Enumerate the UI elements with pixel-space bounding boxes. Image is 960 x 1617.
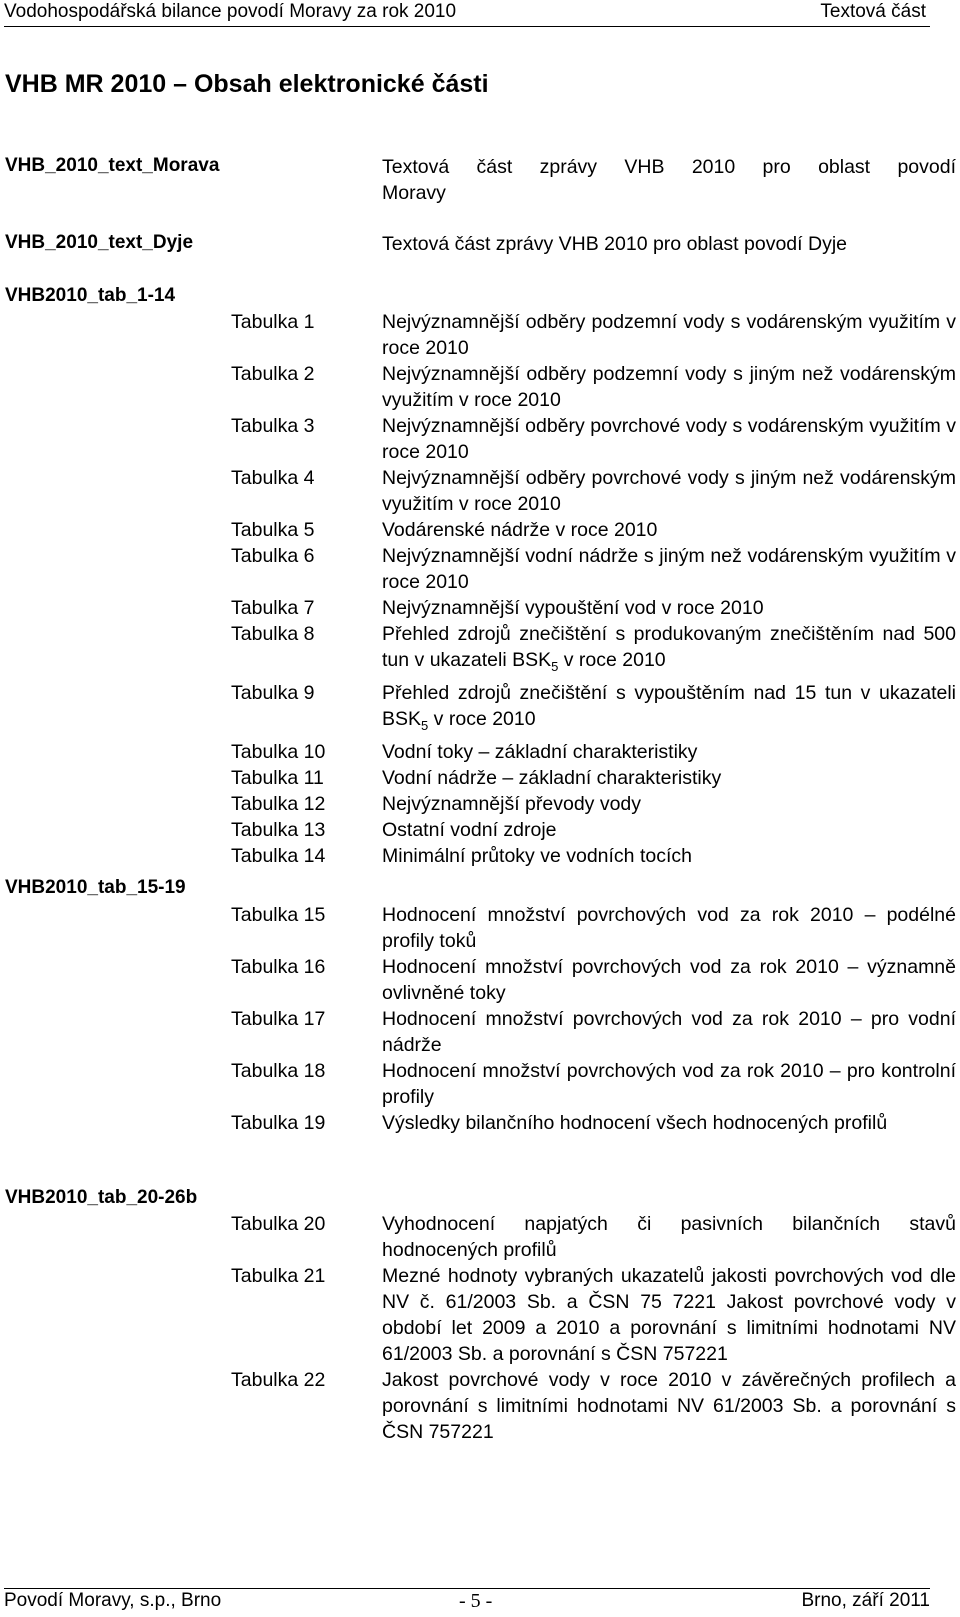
table-desc: Nejvýznamnější odběry podzemní vody s jiným než vodárenským využitím v roce 2010 — [382, 363, 956, 411]
header-document-title: Vodohospodářská bilance povodí Moravy za rok 2010 — [4, 1, 457, 22]
table-desc: Vodní toky – základní charakteristiky — [382, 740, 698, 763]
group-title-tab-20-26b: VHB2010_tab_20-26b — [5, 1187, 198, 1208]
group-title-tab-15-19: VHB2010_tab_15-19 — [5, 877, 186, 898]
table-row — [0, 1367, 960, 1445]
group-tab-1-14 — [0, 309, 960, 869]
table-row — [0, 1110, 960, 1136]
table-row — [0, 595, 960, 621]
table-row — [0, 361, 960, 413]
table-row — [0, 309, 960, 361]
file-desc-dyje: Textová část zprávy VHB 2010 pro oblast povodí Dyje — [382, 233, 847, 255]
table-row — [0, 543, 960, 595]
table-label: Tabulka 11 — [231, 766, 324, 789]
table-row — [0, 765, 960, 791]
table-label: Tabulka 10 — [231, 740, 326, 763]
table-row — [0, 791, 960, 817]
table-desc: Přehled zdrojů znečištění s vypouštěním nad 15 tun v ukazateli $BSK_5$ v roce 2010 — [382, 681, 956, 733]
table-label: Tabulka 9 — [231, 681, 315, 704]
file-name-morava: VHB_2010_text_Morava — [5, 155, 220, 176]
table-row — [0, 413, 960, 465]
table-desc: Hodnocení množství povrchových vod za rok 2010 – významně ovlivněné toky — [382, 956, 956, 1004]
table-row — [0, 1263, 960, 1367]
table-row — [0, 1006, 960, 1058]
table-label: Tabulka 3 — [231, 415, 315, 437]
table-label: Tabulka 2 — [231, 363, 315, 385]
table-label: Tabulka 4 — [231, 467, 315, 489]
table-desc: Hodnocení množství povrchových vod za rok 2010 – pro kontrolní profily — [382, 1060, 956, 1108]
table-desc: Ostatní vodní zdroje — [382, 818, 557, 841]
table-row — [0, 680, 960, 739]
table-row — [0, 621, 960, 680]
table-desc: Nejvýznamnější odběry povrchové vody s jiným než vodárenským využitím v roce 2010 — [382, 467, 956, 515]
table-desc: Minimální průtoky ve vodních tocích — [382, 844, 692, 867]
table-desc: Vodárenské nádrže v roce 2010 — [382, 519, 658, 541]
file-name-dyje: VHB_2010_text_Dyje — [5, 232, 194, 253]
table-desc: Hodnocení množství povrchových vod za rok 2010 – podélné profily toků — [382, 904, 956, 952]
table-row — [0, 817, 960, 843]
table-label: Tabulka 16 — [231, 956, 326, 978]
table-label: Tabulka 14 — [231, 844, 326, 867]
table-desc: Přehled zdrojů znečištění s produkovaným znečištěním nad 500 tun v ukazateli $BSK_5$ v roce 2010 — [382, 623, 956, 674]
table-label: Tabulka 20 — [231, 1213, 326, 1235]
table-label: Tabulka 8 — [231, 623, 315, 645]
table-desc: Vodní nádrže – základní charakteristiky — [382, 766, 722, 789]
table-desc: Výsledky bilančního hodnocení všech hodnocených profilů — [382, 1112, 888, 1134]
table-label: Tabulka 21 — [231, 1265, 326, 1287]
table-label: Tabulka 7 — [231, 597, 315, 619]
page-title: VHB MR 2010 – Obsah elektronické části — [5, 70, 489, 98]
table-desc: Mezné hodnoty vybraných ukazatelů jakosti povrchových vod dle NV č. 61/2003 Sb. a ČSN 75 7221 Jakost povrchové vody v období let 2009 a 2010 a porovnání s limitními hodnotami NV 61/2003 Sb. a porovnání s ČSN 757221 — [382, 1265, 956, 1365]
header-section-name: Textová část — [820, 1, 926, 22]
page-number: - 5 - — [459, 1590, 493, 1612]
table-row — [0, 465, 960, 517]
table-desc: Vyhodnocení napjatých či pasivních bilančních stavů hodnocených profilů — [382, 1213, 956, 1261]
page-footer — [4, 1590, 930, 1616]
table-desc: Nejvýznamnější odběry podzemní vody s vodárenským využitím v roce 2010 — [382, 311, 956, 359]
table-label: Tabulka 13 — [231, 818, 326, 841]
group-title-tab-1-14: VHB2010_tab_1-14 — [5, 285, 176, 306]
table-desc: Jakost povrchové vody v roce 2010 v závěrečných profilech a porovnání s limitními hodnotami NV 61/2003 Sb. a porovnání s ČSN 757221 — [382, 1369, 956, 1443]
footer-organization: Povodí Moravy, s.p., Brno — [4, 1590, 222, 1611]
table-label: Tabulka 15 — [231, 904, 326, 926]
table-label: Tabulka 19 — [231, 1112, 326, 1134]
table-row — [0, 843, 960, 869]
group-tab-15-19 — [0, 902, 960, 1136]
table-label: Tabulka 22 — [231, 1369, 326, 1391]
table-row — [0, 1211, 960, 1263]
footer-date: Brno, září 2011 — [801, 1590, 930, 1611]
table-row — [0, 954, 960, 1006]
page-header — [4, 0, 956, 26]
table-desc: Nejvýznamnější odběry povrchové vody s vodárenským využitím v roce 2010 — [382, 415, 956, 463]
table-desc: Nejvýznamnější vypouštění vod v roce 2010 — [382, 597, 764, 619]
footer-rule — [4, 1588, 930, 1589]
table-label: Tabulka 12 — [231, 792, 326, 815]
table-desc: Nejvýznamnější vodní nádrže s jiným než vodárenským využitím v roce 2010 — [382, 545, 956, 593]
table-row — [0, 517, 960, 543]
table-row — [0, 902, 960, 954]
table-desc: Nejvýznamnější převody vody — [382, 792, 642, 815]
group-tab-20-26b — [0, 1211, 960, 1445]
table-label: Tabulka 18 — [231, 1060, 326, 1082]
table-label: Tabulka 6 — [231, 545, 315, 567]
header-rule — [4, 26, 930, 27]
table-desc: Hodnocení množství povrchových vod za rok 2010 – pro vodní nádrže — [382, 1008, 956, 1056]
table-label: Tabulka 17 — [231, 1008, 326, 1030]
table-row — [0, 1058, 960, 1110]
file-desc-morava: Textová část zprávy VHB 2010 pro oblast povodí Moravy — [382, 156, 956, 204]
table-label: Tabulka 1 — [231, 311, 315, 333]
table-label: Tabulka 5 — [231, 519, 315, 541]
table-row — [0, 739, 960, 765]
